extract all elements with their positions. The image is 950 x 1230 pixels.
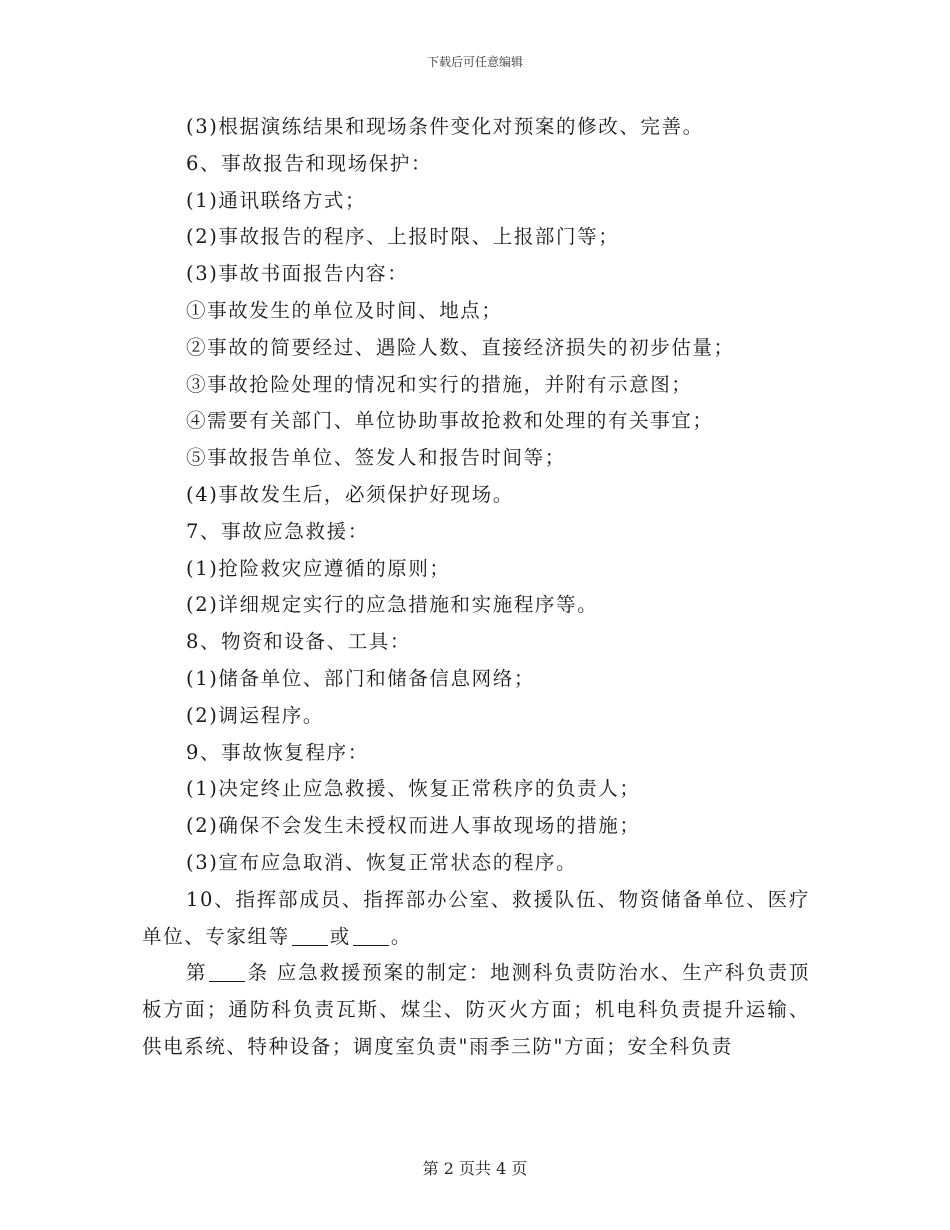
blank-underline [209,980,245,982]
section-heading: 7、事故应急救援： [186,519,369,543]
blank-underline [353,944,389,946]
document-body [142,109,810,1066]
paragraph-10-middle: 或 [329,924,351,948]
list-item: (1)决定终止应急救援、恢复正常秩序的负责人； [186,777,641,801]
paragraph-10-text: 10、指挥部成员、指挥部办公室、救援队伍、物资储备单位、医疗单位、专家组等 [142,887,810,948]
list-item: (2)事故报告的程序、上报时限、上报部门等； [186,225,620,249]
list-item: ①事故发生的单位及时间、地点； [186,298,503,322]
page-footer: 第 2 页共 4 页 [422,1159,528,1178]
article-prefix: 第 [186,961,208,985]
list-item: (3)事故书面报告内容： [186,262,409,286]
paragraph-10 [142,882,810,956]
paragraph-10-end: 。 [390,924,412,948]
list-item: (2)确保不会发生未授权而进人事故现场的措施； [186,814,641,838]
list-item: (1)通讯联络方式； [186,188,367,212]
list-item: (4)事故发生后，必须保护好现场。 [186,482,514,506]
list-item: (3)宣布应急取消、恢复正常状态的程序。 [186,850,578,874]
article-paragraph [142,955,810,1065]
section-heading: 6、事故报告和现场保护： [186,151,433,175]
list-item: (1)抢险救灾应遵循的原则； [186,556,451,580]
section-heading: 8、物资和设备、工具： [186,630,412,654]
article-text: 条 应急救援预案的制定：地测科负责防治水、生产科负责顶板方面；通防科负责瓦斯、煤尘、防灭火方面；机电科负责提升运输、供电系统、特种设备；调度室负责"雨季三防"方面；安全科负责 [142,961,810,1058]
section-heading: 9、事故恢复程序： [186,740,369,764]
list-item: ③事故抢险处理的情况和实行的措施，并附有示意图； [186,372,693,396]
list-item: (3)根据演练结果和现场条件变化对预案的修改、完善。 [186,115,704,138]
list-item: (1)储备单位、部门和储备信息网络； [186,666,535,690]
blank-underline [292,944,328,946]
list-item: ②事故的简要经过、遇险人数、直接经济损失的初步估量； [186,335,735,359]
list-item: ⑤事故报告单位、签发人和报告时间等； [186,446,566,470]
list-item: (2)调运程序。 [186,703,324,727]
list-item: (2)详细规定实行的应急措施和实施程序等。 [186,593,599,617]
list-item: ④需要有关部门、单位协助事故抢救和处理的有关事宜； [186,409,714,433]
page-header: 下载后可任意编辑 [426,55,523,69]
